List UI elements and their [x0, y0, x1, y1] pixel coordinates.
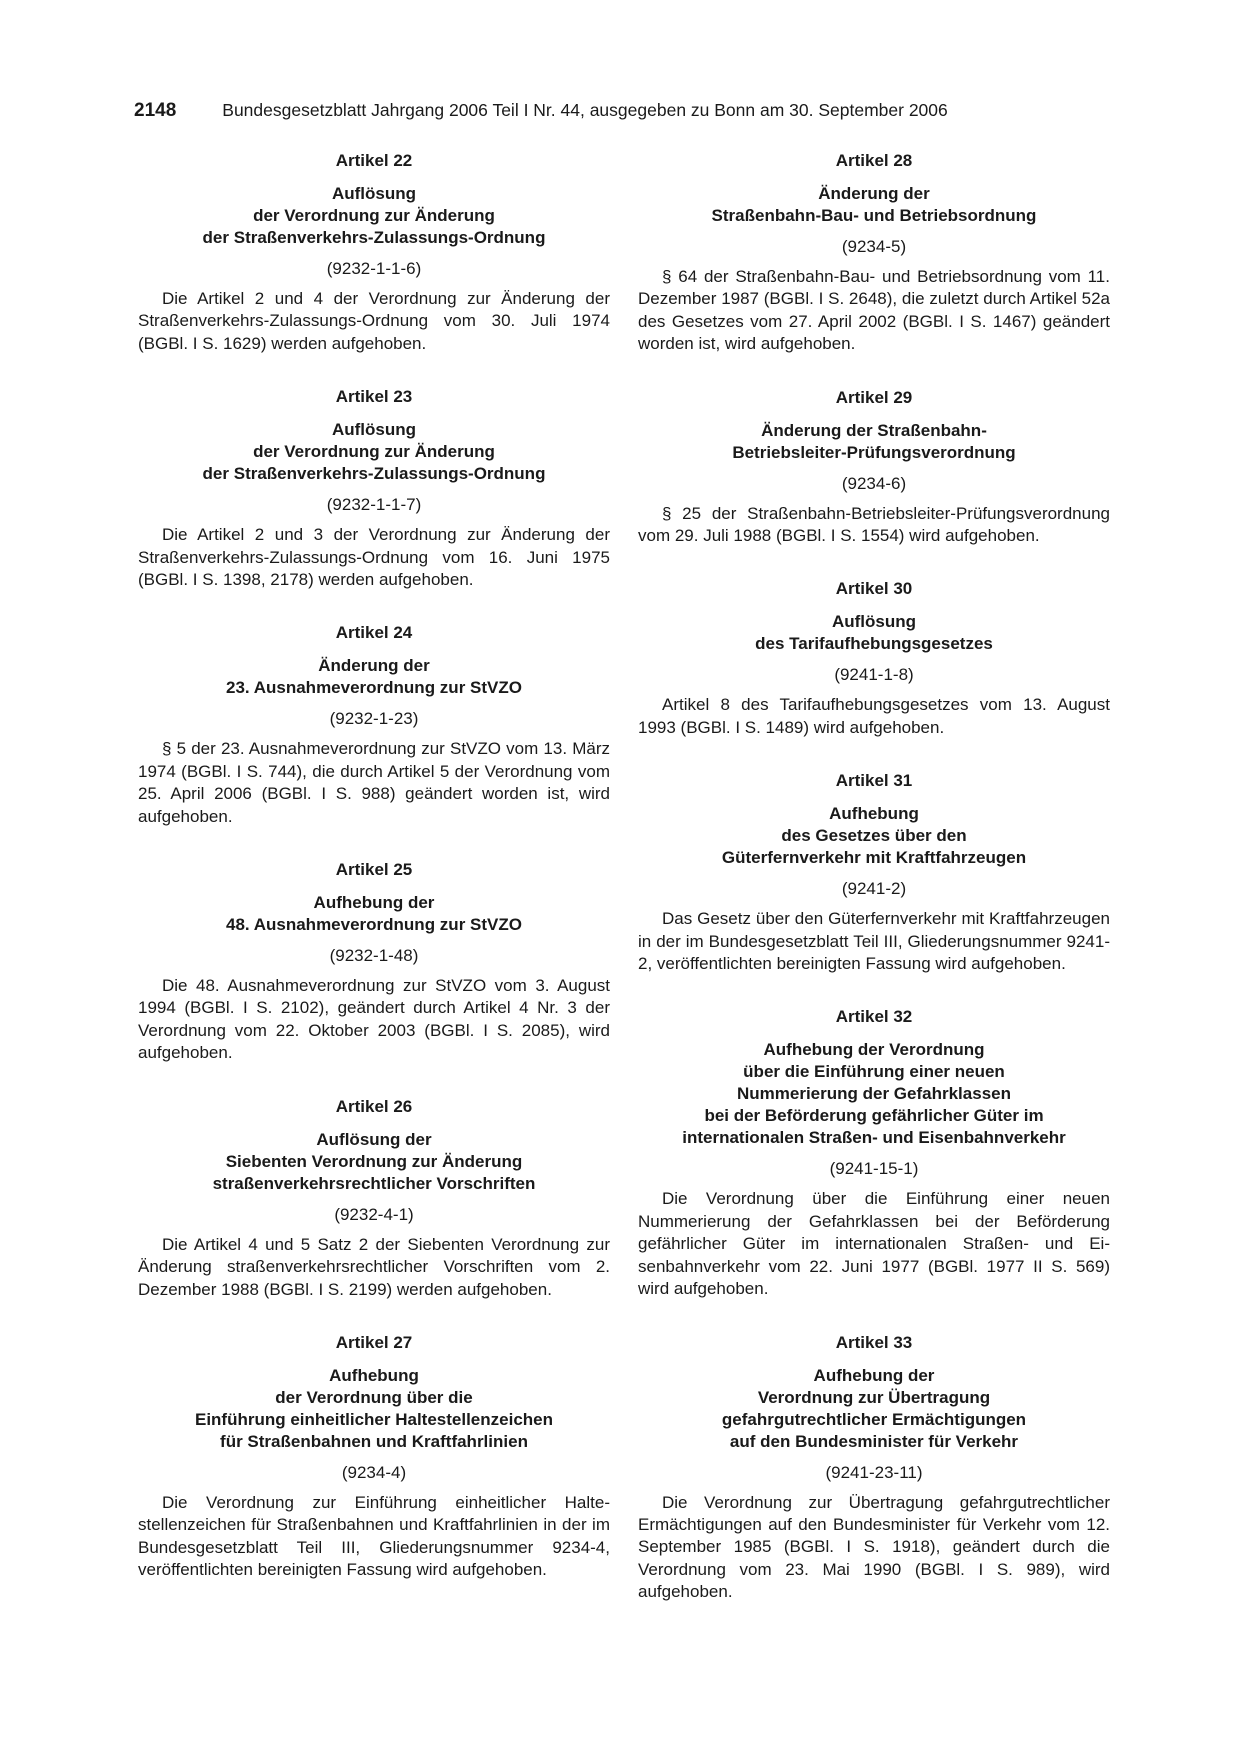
article-number: Artikel 23 [335, 387, 413, 407]
article-title-line: Aufhebung [829, 804, 919, 824]
article [638, 387, 1110, 548]
article-title-line: Betriebsleiter-Prüfungsverordnung [732, 442, 1016, 462]
article [138, 859, 610, 1065]
article-title-line: Änderung der [818, 184, 930, 203]
article-title [138, 1129, 610, 1195]
article [638, 1006, 1110, 1300]
article-title-line: bei der Beförderung gefährlicher Güter im [704, 1106, 1044, 1126]
article-reference: (9232-4-1) [334, 1204, 414, 1224]
article-text: Die 48. Ausnahmeverordnung zur StVZO vom 3. August 1994 (BGBl. I S. 2102), geändert durch Artikel 4 Nr. 3 der Verordnung vom 22. Oktober 2003 (BGBl. I S. 2085), wird aufgehoben. [138, 976, 610, 1063]
article-title-line: Änderung der Straßenbahn- [761, 420, 987, 440]
article-reference: (9232-1-1-6) [326, 259, 422, 278]
article-reference: (9232-1-23) [329, 709, 419, 729]
article [638, 578, 1110, 739]
article-title-line: Auflösung [831, 612, 917, 632]
article-title-line: 48. Ausnahmeverordnung zur StVZO [226, 915, 522, 935]
article-reference: (9234-5) [841, 237, 907, 256]
article-title [138, 419, 610, 485]
article [138, 622, 610, 828]
article-number: Artikel 33 [835, 1332, 913, 1352]
article-text: § 64 der Straßenbahn-Bau- und Betriebsordnung vom 11. Dezember 1987 (BGBl. I S. 2648), die zuletzt durch Artikel 52a des Gesetzes vom 27. April 2002 (BGBl. I S. 1467) geändert worden ist, wird aufgehoben. [638, 267, 1110, 354]
article-reference: (9232-1-1-7) [326, 495, 422, 515]
article-title-line: Einführung einheitlicher Haltestellenzeichen [194, 1409, 553, 1429]
article-reference: (9241-15-1) [829, 1159, 919, 1179]
article-number: Artikel 22 [335, 151, 413, 170]
article-title [638, 420, 1110, 464]
article-title-line: des Gesetzes über den [781, 826, 967, 846]
article-number: Artikel 31 [835, 771, 913, 791]
article-title [638, 1365, 1110, 1453]
article-title-line: straßenverkehrsrechtlicher Vorschriften [212, 1173, 536, 1193]
article-text: § 25 der Straßenbahn-Betriebsleiter-Prüfungsverordnung vom 29. Juli 1988 (BGBl. I S. 1554) wird aufgehoben. [638, 503, 1110, 546]
article-title-line: für Straßenbahnen und Kraftfahrlinien [220, 1431, 528, 1451]
article [138, 150, 610, 355]
article-title-line: 23. Ausnahmeverordnung zur StVZO [226, 678, 522, 698]
article-number: Artikel 30 [835, 579, 913, 599]
article-title-line: des Tarifaufhebungsgesetzes [755, 634, 993, 654]
article [138, 386, 610, 591]
article-reference: (9241-23-11) [825, 1462, 923, 1482]
article-title-line: der Straßenverkehrs-Zulassungs-Ordnung [202, 464, 546, 484]
article-reference: (9232-1-48) [329, 946, 419, 966]
article-title-line: Siebenten Verordnung zur Änderung [225, 1151, 523, 1171]
article [138, 1332, 610, 1582]
article-title-line: über die Einführung einer neuen [743, 1062, 1005, 1082]
article-number: Artikel 27 [335, 1332, 413, 1352]
article-reference: (9241-1-8) [834, 665, 914, 685]
article [138, 1096, 610, 1301]
article-text: § 5 der 23. Ausnahmeverordnung zur StVZO vom 13. März 1974 (BGBl. I S. 744), die durch Artikel 5 der Verordnung vom 25. April 2006 (BGBl. I S. 988) geändert worden ist, wird aufgehoben. [138, 739, 610, 826]
article-text: Die Artikel 2 und 4 der Verordnung zur Änderung der Straßenverkehrs-Zulassungs-Ordnung vom 30. Juli 1974 (BGBl. I S. 1629) werden aufgehoben. [138, 289, 610, 353]
article-title-line: Aufhebung [329, 1365, 419, 1385]
article-title [138, 655, 610, 699]
article-title-line: Änderung der [318, 656, 430, 676]
page-number: 2148 [134, 100, 177, 121]
article-title-line: Güterfernverkehr mit Kraftfahrzeugen [721, 848, 1027, 868]
article-title [638, 1039, 1110, 1149]
article-title [638, 611, 1110, 655]
article-reference: (9234-6) [841, 473, 907, 493]
article-text: Das Gesetz über den Güterfernverkehr mit Kraftfahrzeugen in der im Bundesgesetzblatt Teil III, Gliederungsnummer 9241-2, veröffentlichten bereinigten Fassung wird aufgehoben. [638, 909, 1110, 974]
article-title-line: Auflösung [331, 420, 417, 440]
article-number: Artikel 26 [335, 1096, 413, 1116]
article-number: Artikel 25 [335, 860, 413, 880]
article-number: Artikel 32 [835, 1007, 913, 1027]
article [638, 1332, 1110, 1604]
article-text: Die Verordnung zur Übertragung gefahrgutrechtlicher Ermächtigungen auf den Bundesminister für Verkehr vom 12. September 1985 (BGBl. I S. 1918), geändert durch die Verordnung vom 23. Mai 1990 (BGBl. I S. 989), wird aufgehoben. [638, 1492, 1110, 1602]
article-title-line: auf den Bundesminister für Verkehr [729, 1431, 1019, 1451]
article-text: Die Verordnung über die Einführung einer neuen Nummerierung der Gefahrklassen bei der Beförderung gefährlicher Güter im internationalen Straßen- und Eisenbahnverkehr vom 22. Juni 1977 (BGBl. 1977 II S. 569) wird aufgehoben. [638, 1189, 1110, 1299]
header-title: Bundesgesetzblatt Jahrgang 2006 Teil I Nr. 44, ausgegeben zu Bonn am 30. September 2006 [222, 100, 948, 120]
article-title-line: der Verordnung zur Änderung [253, 206, 495, 225]
article-title-line: Verordnung zur Übertragung [757, 1387, 991, 1407]
article-title-line: der Straßenverkehrs-Zulassungs-Ordnung [202, 228, 546, 247]
article-title-line: gefahrgutrechtlicher Ermächtigungen [721, 1409, 1027, 1429]
article-title-line: Aufhebung der Verordnung [763, 1040, 985, 1060]
article-text: Artikel 8 des Tarifaufhebungsgesetzes vom 13. August 1993 (BGBl. I S. 1489) wird aufgehoben. [638, 695, 1110, 737]
article-title-line: Auflösung der [316, 1129, 432, 1149]
article-text: Die Verordnung zur Einführung einheitlicher Haltestellenzeichen für Straßenbahnen und Kraftfahrlinien in der im Bundesgesetzblatt Teil III, Gliederungsnummer 9234-4, veröffentlichten bereinigten Fassung wird aufgehoben. [138, 1492, 610, 1580]
article-title-line: Aufhebung der [813, 1365, 935, 1385]
article-title-line: internationalen Straßen- und Eisenbahnverkehr [682, 1128, 1066, 1148]
right-column [638, 150, 1110, 1635]
article-number: Artikel 28 [835, 151, 913, 170]
article-title [638, 803, 1110, 869]
article-number: Artikel 24 [335, 623, 413, 643]
article-title-line: Straßenbahn-Bau- und Betriebsordnung [711, 206, 1037, 225]
article-title [138, 1365, 610, 1453]
article-text: Die Artikel 4 und 5 Satz 2 der Siebenten Verordnung zur Änderung straßenverkehrsrechtlicher Vorschriften vom 2. Dezember 1988 (BGBl. I S. 2199) werden aufgehoben. [138, 1234, 610, 1299]
page-header [134, 100, 1109, 122]
article-title [138, 183, 610, 249]
article-title-line: Aufhebung der [313, 893, 435, 913]
article-title [638, 183, 1110, 227]
article-title-line: Auflösung [331, 184, 417, 203]
article-reference: (9234-4) [341, 1462, 407, 1482]
article-title-line: der Verordnung zur Änderung [253, 442, 495, 462]
article-text: Die Artikel 2 und 3 der Verordnung zur Änderung der Straßenverkehrs-Zulassungs-Ordnung vom 16. Juni 1975 (BGBl. I S. 1398, 2178) werden aufgehoben. [138, 525, 610, 590]
article-title-line: Nummerierung der Gefahrklassen [737, 1084, 1011, 1104]
left-column [138, 150, 610, 1613]
article [638, 150, 1110, 356]
article-reference: (9241-2) [841, 879, 907, 899]
article-title-line: der Verordnung über die [275, 1387, 473, 1407]
article-title [138, 892, 610, 936]
article-number: Artikel 29 [835, 387, 913, 407]
article [638, 770, 1110, 975]
